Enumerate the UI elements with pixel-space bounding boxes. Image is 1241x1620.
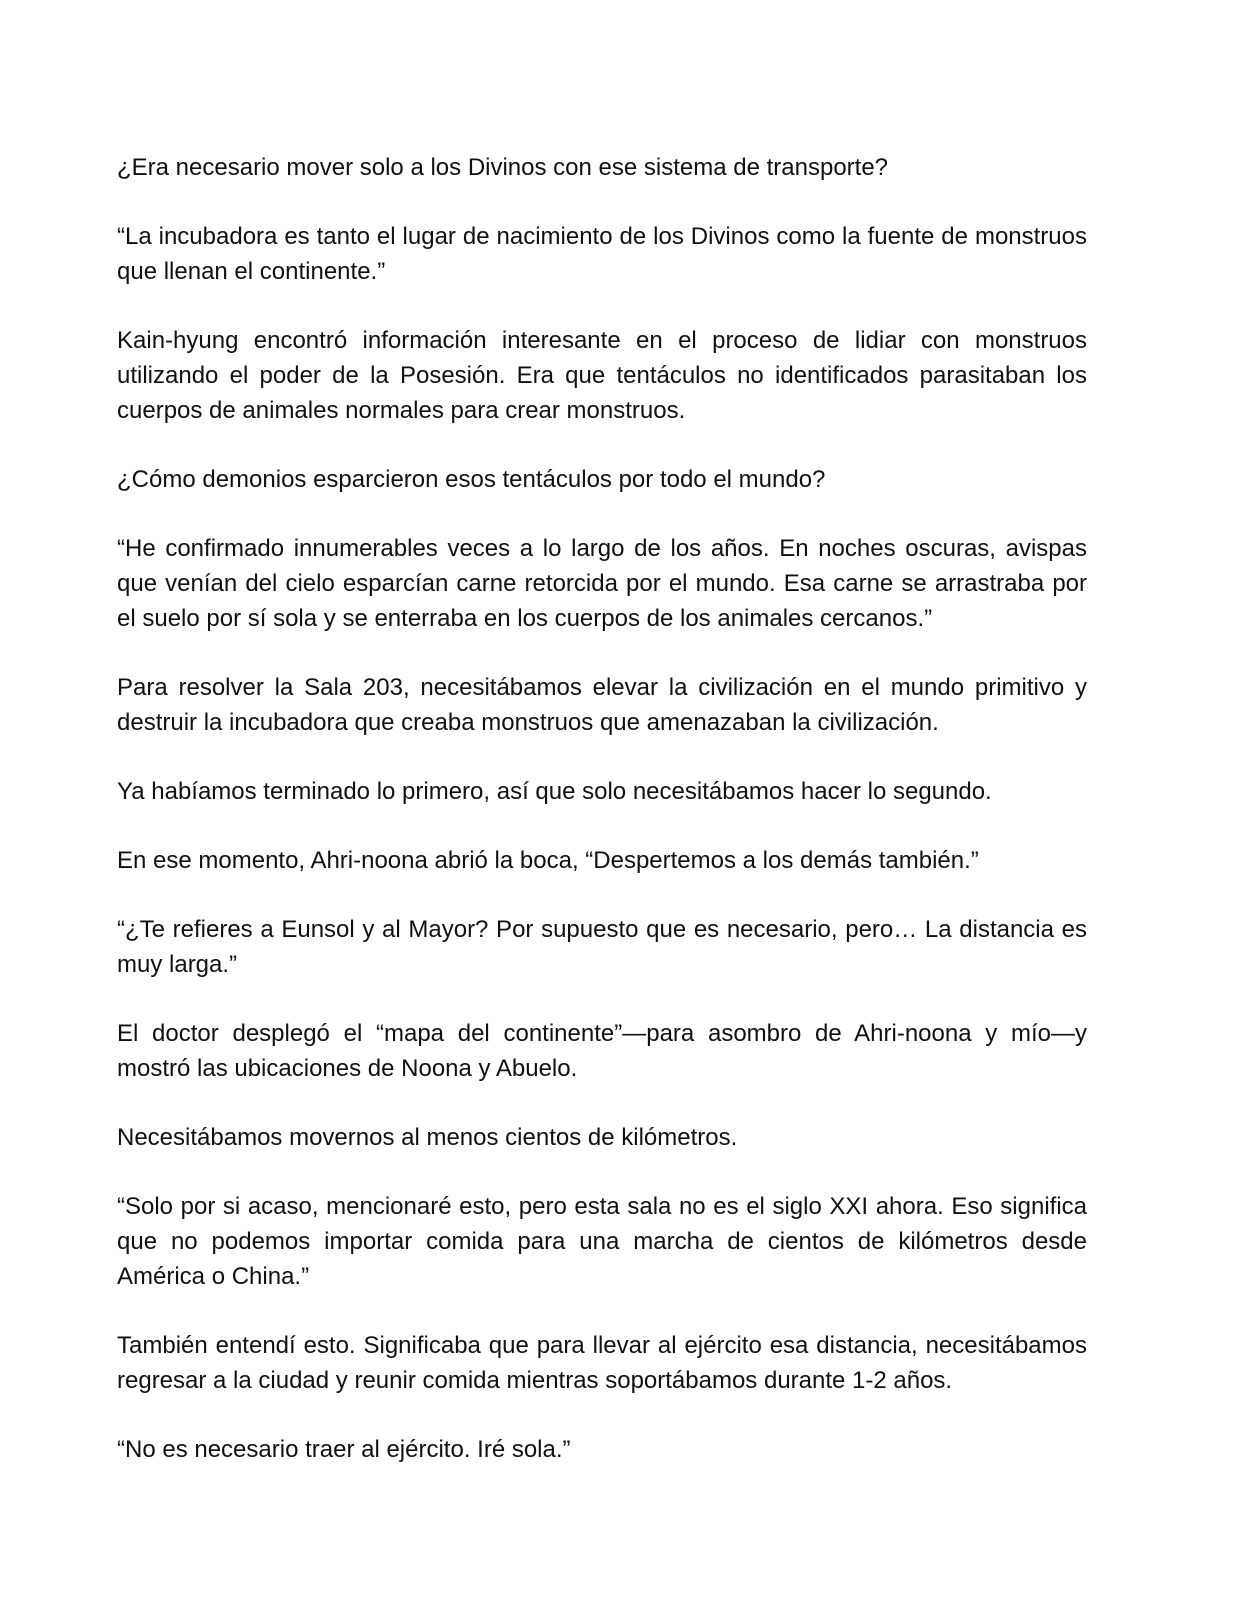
paragraph-11: Necesitábamos movernos al menos cientos de kilómetros. [117,1124,738,1151]
paragraph-10: El doctor desplegó el “mapa del continente”—para asombro de Ahri-noona y mío—y mostró las ubicaciones de Noona y Abuelo. [117,1020,1087,1082]
paragraph-7: Ya habíamos terminado lo primero, así que solo necesitábamos hacer lo segundo. [117,778,992,805]
paragraph-4: ¿Cómo demonios esparcieron esos tentáculos por todo el mundo? [117,466,826,493]
paragraph-6: Para resolver la Sala 203, necesitábamos elevar la civilización en el mundo primitivo y destruir la incubadora que creaba monstruos que amenazaban la civilización. [117,674,1087,736]
paragraph-3: Kain-hyung encontró información interesante en el proceso de lidiar con monstruos utilizando el poder de la Posesión. Era que tentáculos no identificados parasitaban los cuerpos de animales normales para crear monstruos. [117,327,1087,424]
paragraph-14: “No es necesario traer al ejército. Iré sola.” [117,1436,571,1463]
paragraph-12: “Solo por si acaso, mencionaré esto, pero esta sala no es el siglo XXI ahora. Eso significa que no podemos importar comida para una marcha de cientos de kilómetros desde América o China.” [117,1193,1087,1290]
paragraph-1: ¿Era necesario mover solo a los Divinos con ese sistema de transporte? [117,154,889,181]
paragraph-9: “¿Te refieres a Eunsol y al Mayor? Por supuesto que es necesario, pero… La distancia es muy larga.” [117,916,1087,978]
paragraph-5: “He confirmado innumerables veces a lo largo de los años. En noches oscuras, avispas que venían del cielo esparcían carne retorcida por el mundo. Esa carne se arrastraba por el suelo por sí sola y se enterraba en los cuerpos de los animales cercanos.” [117,535,1087,632]
paragraph-2: “La incubadora es tanto el lugar de nacimiento de los Divinos como la fuente de monstruos que llenan el continente.” [117,223,1087,285]
paragraph-13: También entendí esto. Significaba que para llevar al ejército esa distancia, necesitábamos regresar a la ciudad y reunir comida mientras soportábamos durante 1-2 años. [117,1332,1087,1394]
document-body [117,150,1087,1501]
paragraph-8: En ese momento, Ahri-noona abrió la boca, “Despertemos a los demás también.” [117,847,979,874]
